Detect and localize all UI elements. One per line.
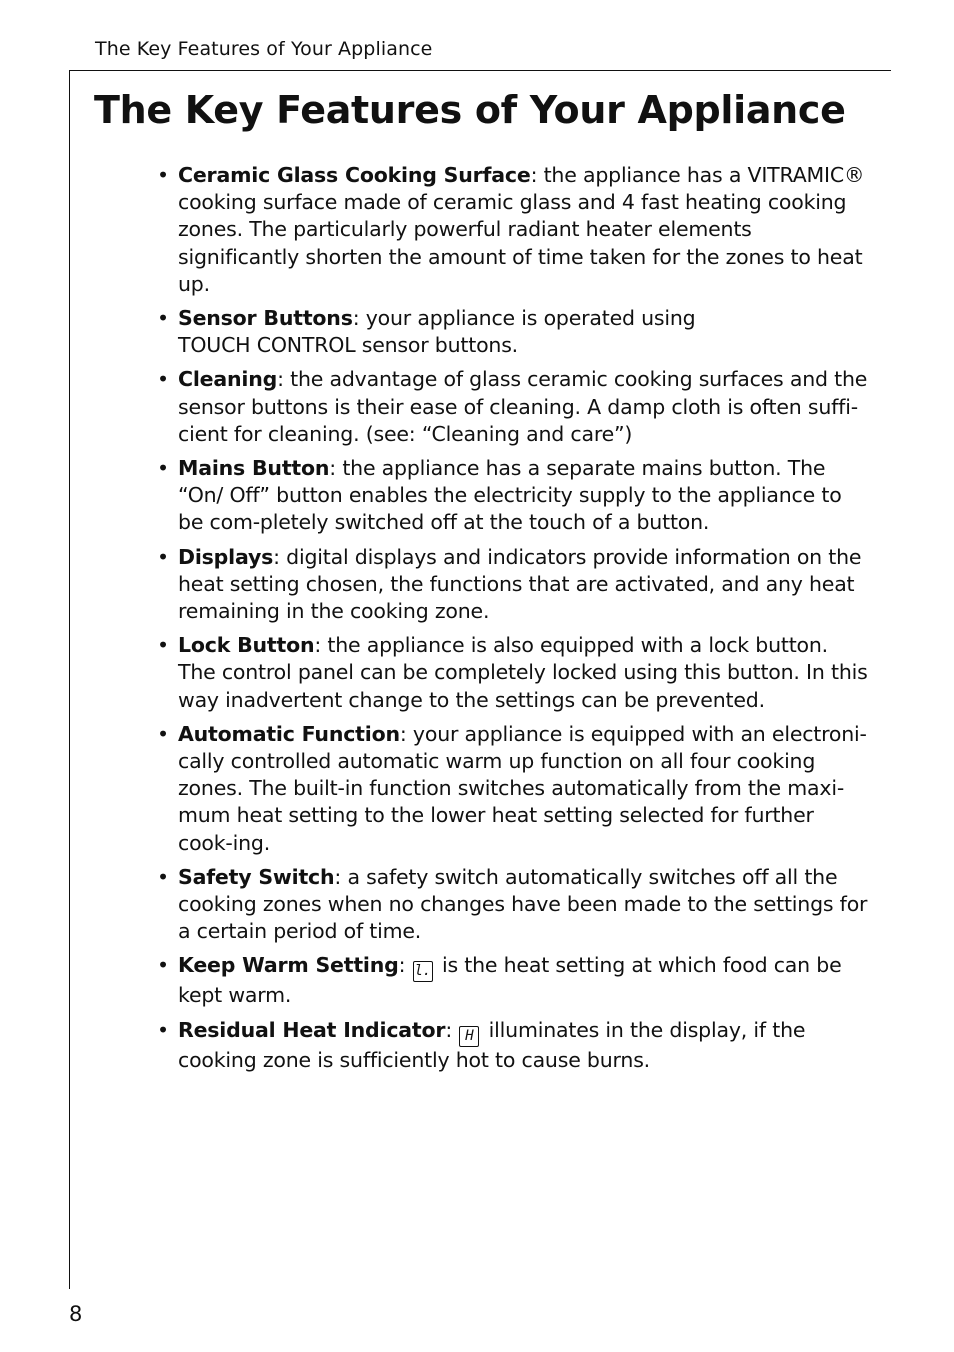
- feature-text: the appliance has a separate mains button. The “On/ Off” button enables the electricity supply to the appliance to be com-pletely switched off at the touch of a button.: [178, 456, 842, 535]
- feature-text: illuminates in the display, if the cooking zone is sufficiently hot to cause burns.: [178, 1017, 806, 1072]
- feature-text: the advantage of glass ceramic cooking surfaces and the sensor buttons is their ease of cleaning. A damp cloth is often suffi-cient for cleaning. (see: “Cleaning and care”): [178, 367, 868, 446]
- feature-separator: :: [398, 953, 412, 978]
- feature-lock-button: [157, 632, 869, 714]
- bullet-icon: •: [157, 864, 169, 889]
- feature-term: Ceramic Glass Cooking Surface: [178, 163, 531, 187]
- feature-separator: :: [445, 1017, 459, 1042]
- bullet-icon: •: [157, 306, 169, 331]
- feature-text: your appliance is equipped with an electroni-cally controlled automatic warm up function on all four cooking zones. The built-in function switches automatically from the maxi-mum heat setting to the lower heat setting selected for further cook-ing.: [178, 721, 867, 855]
- bullet-icon: •: [157, 544, 169, 569]
- feature-term: Cleaning: [178, 367, 278, 392]
- feature-keep-warm-setting: [157, 952, 869, 1009]
- bullet-icon: •: [157, 1017, 169, 1042]
- feature-ceramic-glass-cooking-surface: [157, 162, 869, 298]
- bullet-icon: •: [157, 953, 169, 978]
- feature-text: the appliance has a VITRAMIC®: [543, 163, 865, 187]
- page-number: 8: [69, 1302, 83, 1326]
- feature-automatic-function: [157, 721, 869, 857]
- feature-list: [157, 162, 869, 1081]
- feature-text-continued: TOUCH CONTROL sensor buttons.: [178, 333, 518, 358]
- page-title: The Key Features of Your Appliance: [94, 88, 846, 132]
- keep-warm-display-icon: l.: [413, 961, 433, 982]
- bullet-icon: •: [157, 633, 169, 658]
- feature-term: Residual Heat Indicator: [178, 1017, 446, 1042]
- feature-separator: :: [334, 864, 348, 889]
- feature-term: Safety Switch: [178, 864, 335, 889]
- feature-term: Sensor Buttons: [178, 306, 353, 331]
- feature-text: is the heat setting at which food can be kept warm.: [178, 953, 842, 1008]
- feature-cleaning: [157, 366, 869, 448]
- feature-safety-switch: [157, 864, 869, 946]
- feature-separator: :: [329, 456, 343, 481]
- feature-separator: :: [399, 721, 413, 746]
- feature-sensor-buttons: [157, 305, 869, 359]
- bullet-icon: •: [157, 163, 169, 187]
- running-header: The Key Features of Your Appliance: [95, 38, 433, 60]
- bullet-icon: •: [157, 456, 169, 481]
- feature-term: Automatic Function: [178, 721, 400, 746]
- feature-term: Mains Button: [178, 456, 330, 481]
- feature-text-continued: cooking surface made of ceramic glass and 4 fast heating cooking zones. The particularly powerful radiant heater elements significantly shorten the amount of time taken for the zones to heat up.: [178, 190, 863, 296]
- feature-term: Keep Warm Setting: [178, 953, 399, 978]
- residual-heat-display-icon: H: [459, 1026, 479, 1047]
- side-rule: [69, 70, 70, 1289]
- feature-text: your appliance is operated using: [365, 306, 696, 331]
- header-rule: [69, 70, 891, 71]
- bullet-icon: •: [157, 367, 169, 392]
- feature-separator: :: [277, 367, 291, 392]
- feature-text: digital displays and indicators provide information on the heat setting chosen, the functions that are activated, and any heat remaining in the cooking zone.: [178, 544, 862, 624]
- feature-separator: :: [352, 306, 366, 331]
- feature-text: the appliance is also equipped with a lock button. The control panel can be completely locked using this button. In this way inadvertent change to the settings can be prevented.: [178, 633, 868, 712]
- feature-text: a safety switch automatically switches off all the cooking zones when no changes have been made to the settings for a certain period of time.: [178, 864, 868, 944]
- feature-term: Displays: [178, 544, 274, 569]
- bullet-icon: •: [157, 721, 169, 746]
- feature-separator: :: [530, 163, 544, 187]
- feature-term: Lock Button: [178, 633, 315, 658]
- feature-mains-button: [157, 455, 869, 537]
- feature-separator: :: [314, 633, 328, 658]
- feature-separator: :: [273, 544, 287, 569]
- feature-displays: [157, 544, 869, 626]
- feature-residual-heat-indicator: [157, 1017, 869, 1074]
